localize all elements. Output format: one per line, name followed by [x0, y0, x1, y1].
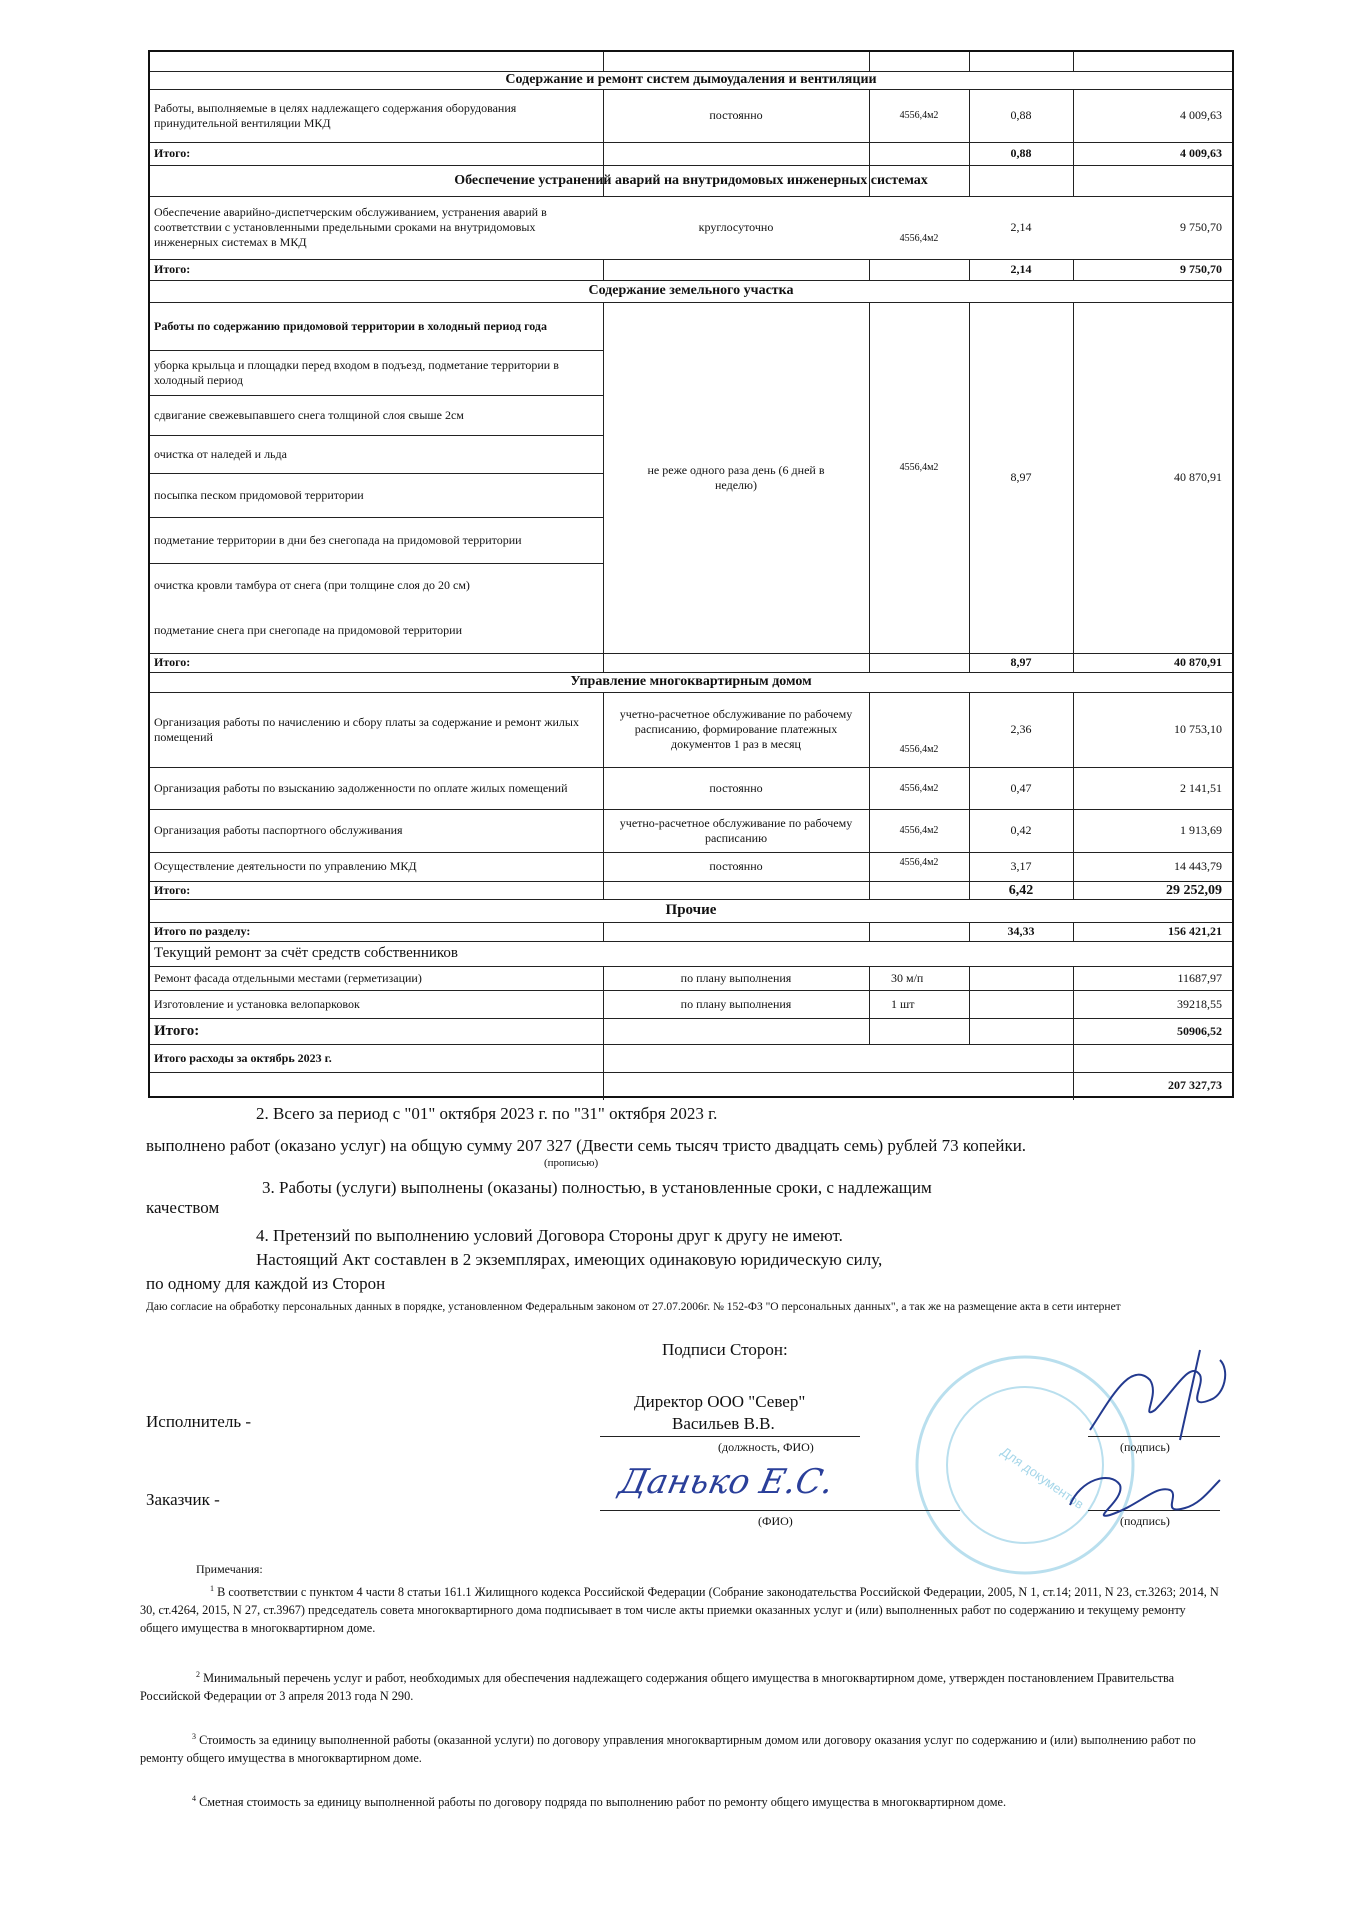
stamp-text: Для документов [998, 1443, 1087, 1512]
mgmt-passport-name: Организация работы паспортного обслуживания [154, 823, 403, 837]
paragraph-quality: 3. Работы (услуги) выполнены (оказаны) полностью, в установленные сроки, с надлежащим [262, 1178, 932, 1197]
mgmt-debt-frequency: постоянно [709, 780, 763, 795]
section-total-rate: 34,33 [1007, 924, 1035, 938]
repair-bike-name: Изготовление и установка велопарковок [154, 996, 360, 1011]
land-sum: 40 870,91 [1174, 470, 1222, 484]
note-1-text: В соответствии с пунктом 4 части 8 статьи 161.1 Жилищного кодекса Российской Федерации (Собрание законодательства Российской Федерации, 2005, N 1, ст.14; 2011, N 23, ст.3263; 2014, N 30, ст.4264, 2015, N 27, ст.3967) председатель совета многоквартирного дома подписывает в том числе акты приемки оказанных услуг и (или) выполненных работ по содержанию и текущему ремонту общего имущества в многоквартирном доме. [140, 1585, 1219, 1636]
consent-text: Даю согласие на обработку персональных данных в порядке, установленном Федеральным законом от 27.07.2006г. № 152-ФЗ "О персональных данных", а так же на размещение акта в сети интернет [146, 1301, 1121, 1313]
vent-frequency: постоянно [709, 108, 763, 122]
note-3-mark: 3 [192, 1732, 196, 1741]
repair-facade-unit: 30 м/п [891, 970, 924, 985]
repair-facade-sum: 11687,97 [1177, 970, 1222, 985]
mgmt-main-unit: 4556,4м2 [899, 856, 939, 868]
mgmt-main-name: Осуществление деятельности по управлению МКД [154, 859, 417, 873]
vent-total-sum: 4 009,63 [1180, 146, 1222, 160]
executor-name: Васильев В.В. [672, 1414, 775, 1433]
mgmt-passport-rate: 0,42 [1010, 823, 1032, 837]
mgmt-billing-frequency: учетно-расчетное обслуживание по рабочему расписанию, формирование платежных документов 1 раз в месяц [619, 707, 853, 751]
caption-fio: (ФИО) [758, 1514, 793, 1528]
repair-total-label: Итого: [154, 1022, 200, 1039]
executor-position-line [600, 1436, 860, 1437]
mgmt-main-rate: 3,17 [1010, 859, 1032, 873]
land-rate: 8,97 [1010, 470, 1032, 484]
note-3 [140, 1728, 1220, 1767]
vent-rate: 0,88 [1010, 108, 1032, 122]
land-item: Работы по содержанию придомовой территории в холодный период года [154, 318, 547, 333]
mgmt-main-sum: 14 443,79 [1174, 859, 1222, 873]
mgmt-passport-sum: 1 913,69 [1180, 823, 1222, 837]
land-item: сдвигание свежевыпавшего снега толщиной слоя свыше 2см [154, 407, 464, 422]
note-2-text: Минимальный перечень услуг и работ, необходимых для обеспечения надлежащего содержания общего имущества в многоквартирном доме, утвержден постановлением Правительства Российской Федерации от 3 апреля 2013 года N 290. [140, 1671, 1175, 1704]
note-2 [140, 1666, 1220, 1705]
mgmt-billing-sum: 10 753,10 [1174, 722, 1222, 736]
land-item: подметание снега при снегопаде на придомовой территории [154, 623, 463, 637]
vent-total-label: Итого: [154, 146, 191, 160]
land-item: посыпка песком придомовой территории [154, 487, 364, 502]
note-4-text: Сметная стоимость за единицу выполненной работы по договору подряда по выполнению работ по ремонту общего имущества в многоквартирном доме. [199, 1795, 1007, 1810]
land-total-label: Итого: [154, 655, 191, 669]
note-4-mark: 4 [192, 1794, 196, 1803]
month-total-label: Итого расходы за октябрь 2023 г. [154, 1050, 332, 1065]
section-emergency: Обеспечение устранений аварий на внутридомовых инженерных системах [454, 172, 928, 188]
mgmt-billing-rate: 2,36 [1010, 722, 1032, 736]
section-smoke-ventilation: Содержание и ремонт систем дымоудаления и вентиляции [505, 72, 877, 87]
mgmt-billing-unit: 4556,4м2 [899, 744, 939, 755]
customer-fio-line [600, 1510, 960, 1511]
vent-work-name: Работы, выполняемые в целях надлежащего содержания оборудования принудительной вентиляции МКД [154, 100, 517, 130]
mgmt-debt-name: Организация работы по взысканию задолженности по оплате жилых помещений [154, 780, 568, 795]
vent-unit: 4556,4м2 [899, 110, 939, 121]
emergency-frequency: круглосуточно [698, 220, 774, 234]
executor-position: Директор ООО "Север" [634, 1392, 806, 1411]
customer-label: Заказчик - [146, 1490, 220, 1509]
mgmt-total-label: Итого: [154, 882, 191, 897]
works-table [148, 50, 1234, 1098]
mgmt-passport-unit: 4556,4м2 [899, 825, 939, 836]
section-other: Прочие [665, 902, 717, 918]
section-management: Управление многоквартирным домом [570, 674, 812, 689]
executor-label: Исполнитель - [146, 1412, 251, 1431]
repair-facade-frequency: по плану выполнения [680, 970, 792, 985]
note-1-mark: 1 [210, 1584, 214, 1593]
land-total-rate: 8,97 [1010, 655, 1032, 669]
repair-total-sum: 50906,52 [1177, 1023, 1222, 1038]
mgmt-total-rate: 6,42 [1008, 882, 1034, 898]
emergency-unit: 4556,4м2 [899, 232, 939, 244]
executor-signature-image [1080, 1340, 1240, 1450]
section-land: Содержание земельного участка [588, 283, 794, 298]
repair-bike-sum: 39218,55 [1177, 996, 1222, 1011]
mgmt-total-sum: 29 252,09 [1166, 882, 1222, 898]
section-repair: Текущий ремонт за счёт средств собственников [154, 945, 458, 961]
note-1 [140, 1580, 1220, 1637]
paragraph-copies-cont: по одному для каждой из Сторон [146, 1274, 386, 1293]
emergency-total-sum: 9 750,70 [1180, 262, 1222, 276]
land-item: очистка от наледей и льда [154, 446, 287, 461]
land-item: очистка кровли тамбура от снега (при толщине слоя до 20 см) [154, 578, 470, 592]
mgmt-main-frequency: постоянно [709, 859, 763, 873]
paragraph-quality-cont: качеством [146, 1198, 220, 1217]
caption-position-fio: (должность, ФИО) [718, 1440, 814, 1454]
mgmt-passport-frequency: учетно-расчетное обслуживание по рабочему расписанию [619, 815, 853, 845]
mgmt-debt-unit: 4556,4м2 [899, 782, 939, 794]
emergency-work-name: Обеспечение аварийно-диспетчерским обслуживанием, устранения аварий в соответствии с установленными предельными сроками на внутридомовых инженерных системах в МКД [154, 205, 547, 249]
land-frequency: не реже одного раза день (6 дней в неделю) [647, 462, 825, 492]
mgmt-billing-name: Организация работы по начислению и сбору платы за содержание и ремонт жилых помещений [154, 714, 579, 744]
emergency-total-label: Итого: [154, 262, 191, 276]
section-total-label: Итого по разделу: [154, 924, 251, 938]
paragraph-no-claims: 4. Претензий по выполнению условий Договора Стороны друг к другу не имеют. [256, 1226, 843, 1245]
caption-propisyu: (прописью) [544, 1157, 599, 1169]
mgmt-debt-sum: 2 141,51 [1180, 780, 1222, 795]
customer-signature-image [1060, 1460, 1230, 1530]
land-item: уборка крыльца и площадки перед входом в подъезд, подметание территории в холодный период [154, 357, 559, 387]
paragraph-total-sum: выполнено работ (оказано услуг) на общую сумму 207 327 (Двести семь тысяч тристо двадцать семь) рублей 73 копейки. [146, 1136, 1027, 1155]
paragraph-period: 2. Всего за период с "01" октября 2023 г. по "31" октября 2023 г. [256, 1104, 718, 1123]
land-unit: 4556,4м2 [899, 461, 939, 473]
section-total-sum: 156 421,21 [1168, 924, 1222, 938]
vent-total-rate: 0,88 [1010, 146, 1032, 160]
emergency-sum: 9 750,70 [1180, 220, 1222, 234]
note-2-mark: 2 [196, 1670, 200, 1679]
note-3-text: Стоимость за единицу выполненной работы (оказанной услуги) по договору управления многоквартирным домом или договору оказания услуг по содержанию и (или) выполнению работ по ремонту общего имущества в многоквартирном доме. [140, 1733, 1196, 1766]
mgmt-debt-rate: 0,47 [1010, 780, 1032, 795]
paragraph-copies: Настоящий Акт составлен в 2 экземплярах, имеющих одинаковую юридическую силу, [256, 1250, 883, 1269]
repair-facade-name: Ремонт фасада отдельными местами (герметизации) [154, 970, 422, 985]
note-4 [140, 1790, 1220, 1811]
notes-title: Примечания: [196, 1562, 263, 1576]
signatures-heading: Подписи Сторон: [662, 1340, 788, 1359]
vent-sum: 4 009,63 [1180, 108, 1222, 122]
emergency-total-rate: 2,14 [1010, 262, 1032, 276]
repair-bike-unit: 1 шт [891, 996, 915, 1011]
caption-signature: (подпись) [1120, 1440, 1170, 1454]
customer-handwritten-name: Данько Е.С. [615, 1462, 838, 1502]
land-total-sum: 40 870,91 [1174, 655, 1222, 669]
emergency-rate: 2,14 [1010, 220, 1032, 234]
caption-signature-customer: (подпись) [1120, 1514, 1170, 1528]
month-total-sum: 207 327,73 [1168, 1077, 1222, 1092]
land-item: подметание территории в дни без снегопада на придомовой территории [154, 532, 522, 547]
repair-bike-frequency: по плану выполнения [680, 996, 792, 1011]
